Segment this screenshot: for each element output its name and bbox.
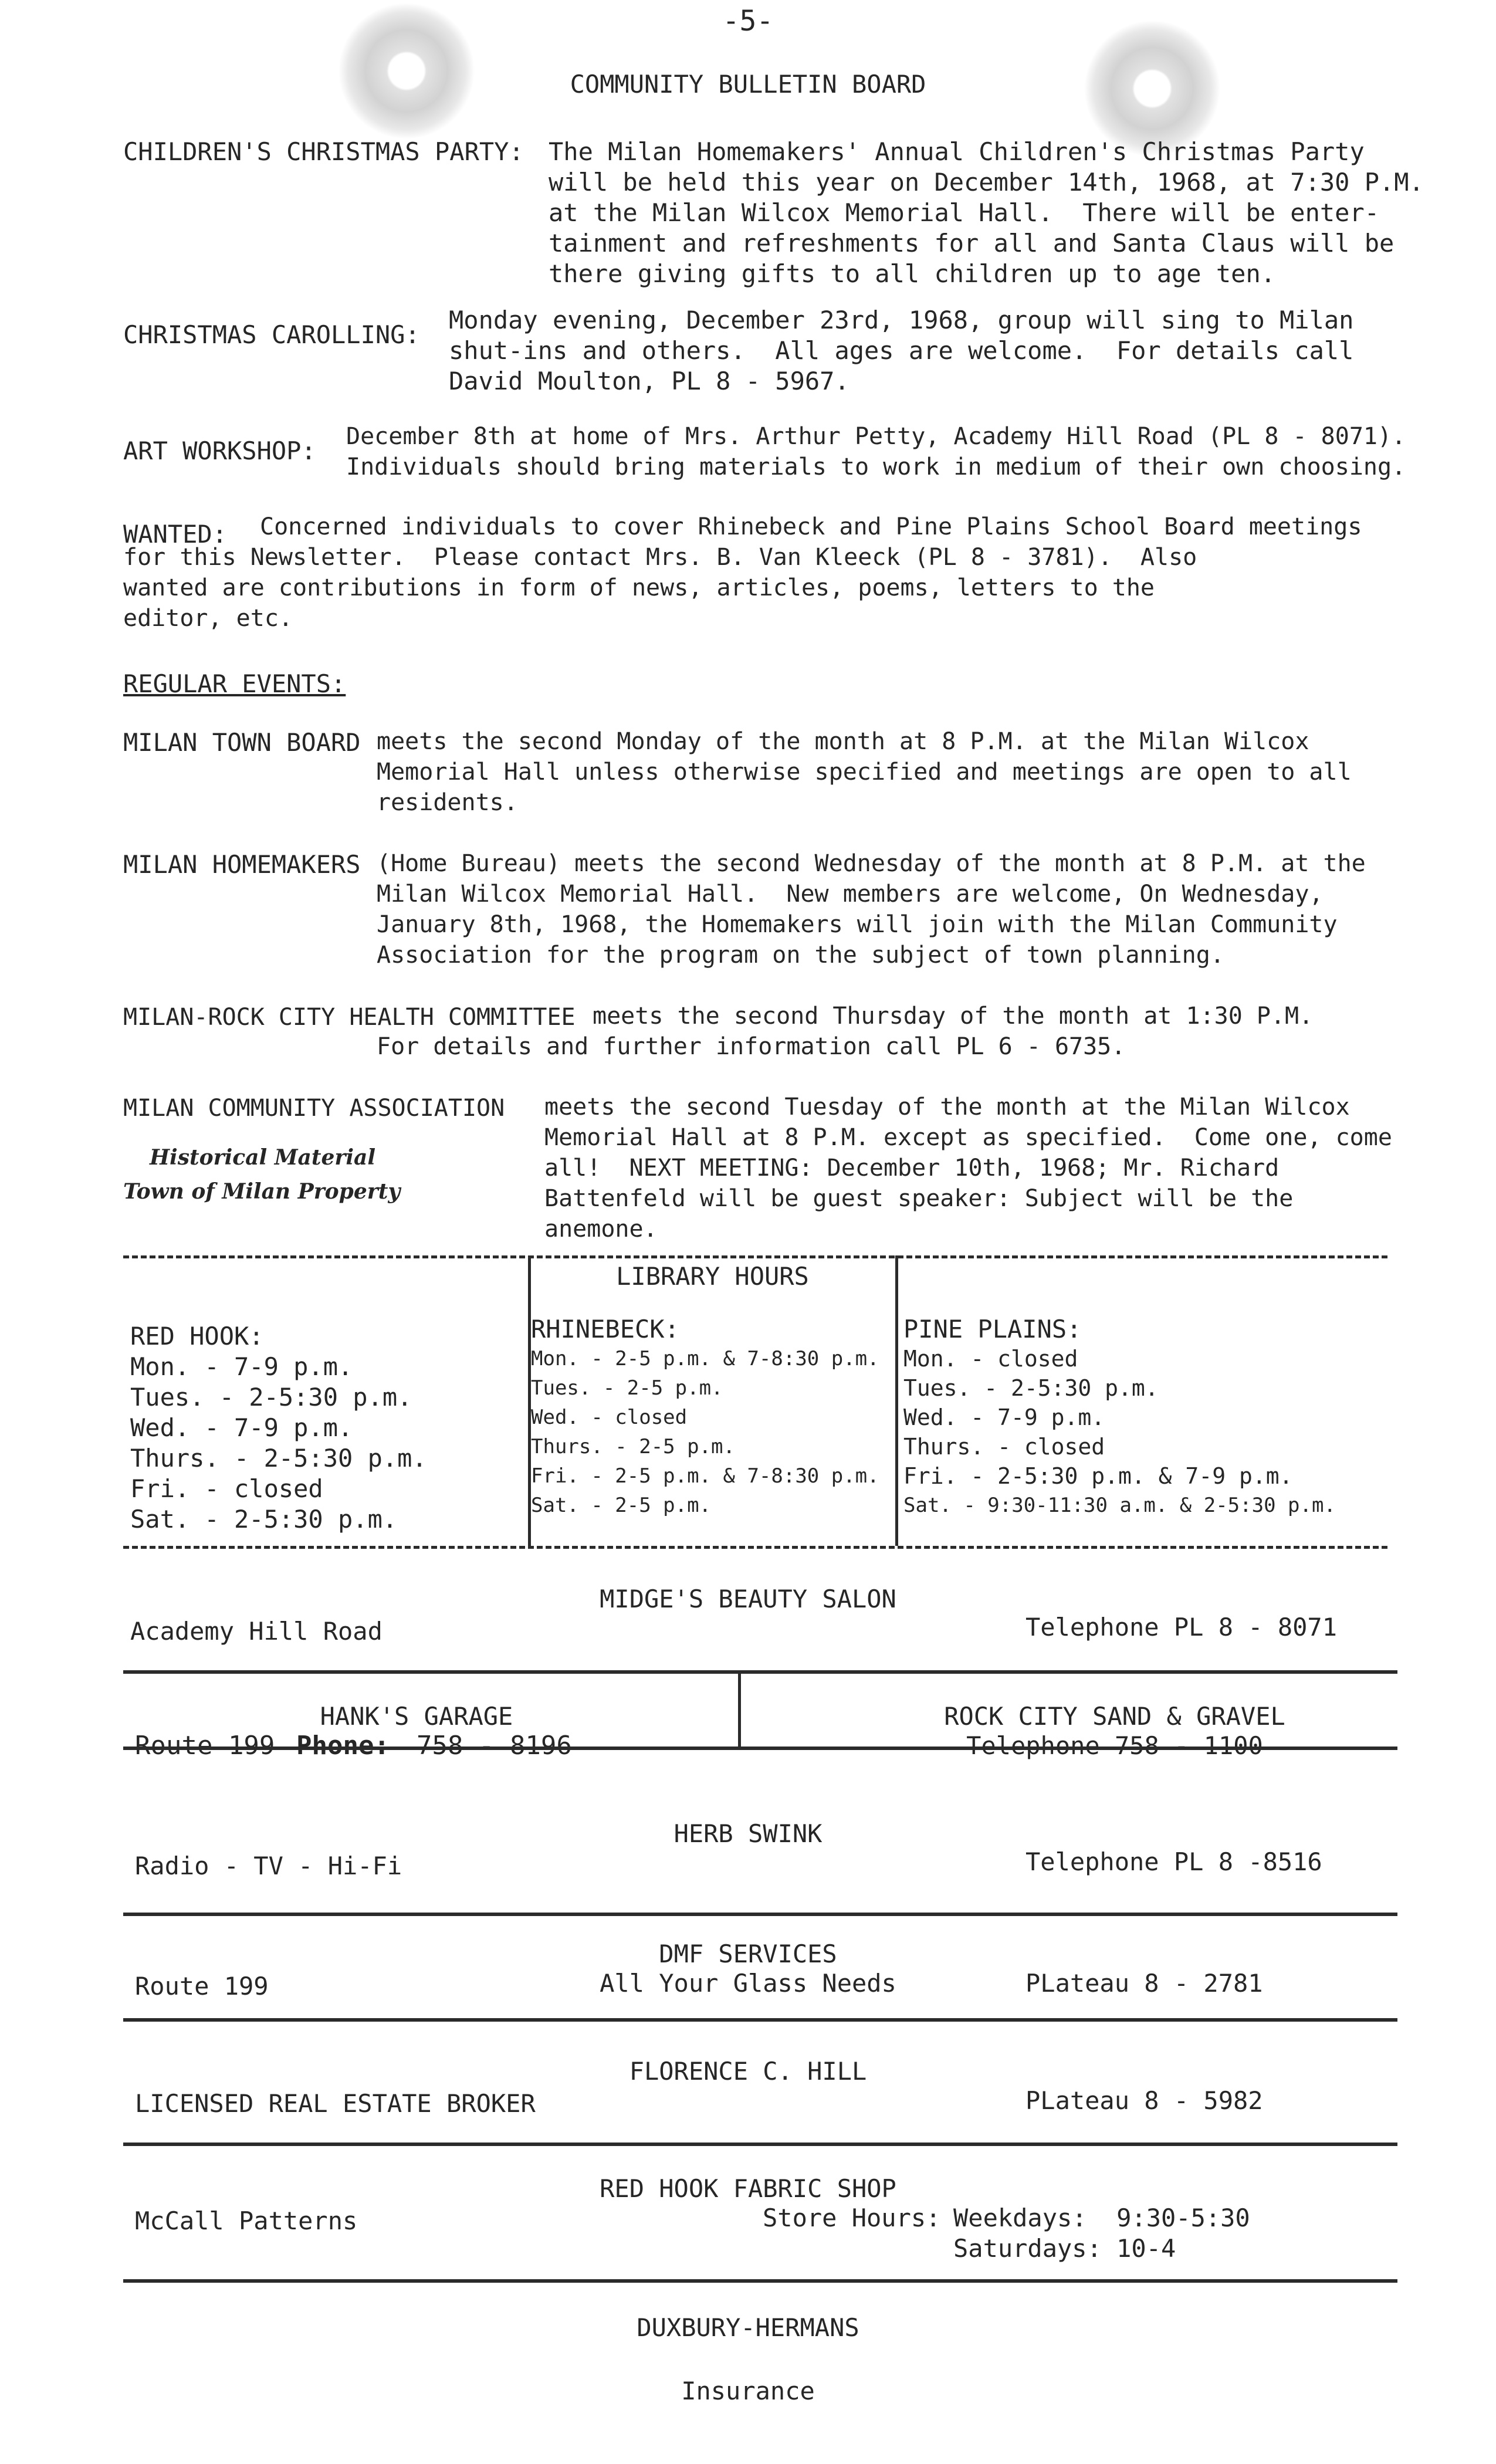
library-column-divider — [895, 1255, 898, 1546]
notice-line: will be held this year on December 14th, 1968, at 7:30 P.M. — [549, 168, 1424, 197]
notice-line: The Milan Homemakers' Annual Children's Christmas Party — [549, 137, 1365, 166]
ad-name: RED HOOK FABRIC SHOP — [600, 2174, 896, 2203]
divider — [123, 2279, 1397, 2283]
library-hours-row: Fri. - 2-5 p.m. & 7-8:30 p.m. — [531, 1464, 879, 1488]
event-label: MILAN-ROCK CITY HEALTH COMMITTEE — [123, 1004, 576, 1031]
event-line: For details and further information call PL 6 - 6735. — [377, 1033, 1126, 1060]
notice-line: at the Milan Wilcox Memorial Hall. There will be enter- — [549, 198, 1380, 227]
stamp-line: Town of Milan Property — [123, 1179, 401, 1204]
library-hours-row: Thurs. - closed — [903, 1434, 1105, 1460]
event-line: Memorial Hall unless otherwise specified and meetings are open to all — [377, 759, 1352, 786]
notice-line: shut-ins and others. All ages are welcome. For details call — [449, 336, 1354, 365]
regular-events-heading: REGULAR EVENTS: — [123, 669, 346, 698]
notice-line: tainment and refreshments for all and Santa Claus will be — [549, 229, 1395, 258]
ad-name: MIDGE'S BEAUTY SALON — [600, 1585, 896, 1613]
notice-line: editor, etc. — [123, 605, 293, 632]
notice-line: Individuals should bring materials to work in medium of their own choosing. — [346, 453, 1406, 480]
library-hours-row: Wed. - 7-9 p.m. — [903, 1404, 1105, 1430]
library-hours-row: Mon. - closed — [903, 1346, 1078, 1372]
library-hours-row: Thurs. - 2-5 p.m. — [531, 1435, 735, 1458]
divider — [123, 1913, 1397, 1916]
event-line: (Home Bureau) meets the second Wednesday of the month at 8 P.M. at the — [377, 850, 1366, 877]
ad-name: HANK'S GARAGE — [320, 1702, 513, 1731]
library-hours-heading: LIBRARY HOURS — [616, 1262, 809, 1291]
ad-phone: PLateau 8 - 5982 — [1025, 2086, 1263, 2115]
notice-line: December 8th at home of Mrs. Arthur Petty, Academy Hill Road (PL 8 - 8071). — [346, 423, 1406, 450]
ad-name: HERB SWINK — [673, 1819, 823, 1848]
divider — [123, 1546, 1387, 1549]
ad-phone: 758 - 8196 — [417, 1731, 572, 1761]
notice-line: wanted are contributions in form of news, articles, poems, letters to the — [123, 574, 1155, 601]
notice-line: for this Newsletter. Please contact Mrs. B. Van Kleeck (PL 8 - 3781). Also — [123, 544, 1197, 571]
event-line: anemone. — [544, 1216, 658, 1243]
library-name: RHINEBECK: — [531, 1315, 679, 1343]
ad-phone: PLateau 8 - 2781 — [1025, 1969, 1263, 1998]
event-line: January 8th, 1968, the Homemakers will join with the Milan Community — [377, 911, 1338, 938]
page-number: -5- — [722, 5, 774, 38]
event-label: MILAN TOWN BOARD — [123, 728, 361, 757]
punch-hole-left — [339, 3, 475, 139]
library-hours-row: Wed. - closed — [531, 1406, 688, 1429]
ad-line: McCall Patterns — [135, 2206, 358, 2235]
divider — [123, 1670, 1397, 1674]
library-hours-row: Sat. - 9:30-11:30 a.m. & 2-5:30 p.m. — [903, 1494, 1336, 1517]
page-title: COMMUNITY BULLETIN BOARD — [570, 70, 926, 99]
ad-phone: Telephone PL 8 -8516 — [1025, 1847, 1322, 1876]
notice-line: Concerned individuals to cover Rhinebeck and Pine Plains School Board meetings — [260, 513, 1362, 540]
notice-label: CHRISTMAS CAROLLING: — [123, 320, 420, 349]
notice-line: Monday evening, December 23rd, 1968, group will sing to Milan — [449, 306, 1354, 334]
ad-divider — [738, 1670, 741, 1747]
library-hours-row: Tues. - 2-5:30 p.m. — [903, 1375, 1159, 1401]
divider — [123, 1255, 1387, 1258]
ad-name: FLORENCE C. HILL — [629, 2057, 867, 2086]
library-hours-row: Mon. - 7-9 p.m. — [130, 1352, 353, 1381]
ad-name: DUXBURY-HERMANS — [637, 2313, 859, 2342]
divider — [123, 2143, 1397, 2146]
ad-hours: Weekdays: 9:30-5:30 — [953, 2204, 1250, 2232]
event-label: MILAN HOMEMAKERS — [123, 850, 361, 879]
library-name: RED HOOK: — [130, 1322, 264, 1351]
ad-tagline: Insurance — [681, 2377, 815, 2405]
library-hours-row: Fri. - closed — [130, 1474, 323, 1503]
ad-line: LICENSED REAL ESTATE BROKER — [135, 2089, 536, 2118]
library-hours-row: Tues. - 2-5 p.m. — [531, 1376, 723, 1400]
library-hours-row: Thurs. - 2-5:30 p.m. — [130, 1444, 427, 1473]
notice-line: there giving gifts to all children up to age ten. — [549, 259, 1276, 288]
library-hours-row: Mon. - 2-5 p.m. & 7-8:30 p.m. — [531, 1347, 879, 1370]
ad-address: Route 199 — [135, 1972, 269, 2001]
library-hours-row: Fri. - 2-5:30 p.m. & 7-9 p.m. — [903, 1463, 1293, 1489]
ad-hours-label: Store Hours: — [763, 2204, 941, 2232]
divider — [123, 2018, 1397, 2022]
event-line: all! NEXT MEETING: December 10th, 1968; Mr. Richard — [544, 1155, 1280, 1182]
ad-phone: Telephone PL 8 - 8071 — [1025, 1613, 1338, 1641]
library-name: PINE PLAINS: — [903, 1315, 1082, 1343]
ad-line: Radio - TV - Hi-Fi — [135, 1852, 402, 1880]
ad-hours: Saturdays: 10-4 — [953, 2234, 1176, 2263]
notice-line: David Moulton, PL 8 - 5967. — [449, 367, 849, 395]
event-line: Milan Wilcox Memorial Hall. New members are welcome, On Wednesday, — [377, 881, 1324, 908]
divider — [123, 1747, 1397, 1750]
notice-label: WANTED: — [123, 520, 228, 549]
stamp-line: Historical Material — [150, 1145, 376, 1170]
ad-address: Route 199 — [135, 1731, 275, 1761]
library-hours-row: Sat. - 2-5 p.m. — [531, 1494, 712, 1517]
ad-name: ROCK CITY SAND & GRAVEL — [944, 1702, 1285, 1731]
event-line: meets the second Thursday of the month at 1:30 P.M. — [593, 1003, 1314, 1030]
event-label: MILAN COMMUNITY ASSOCIATION — [123, 1095, 505, 1122]
library-hours-row: Tues. - 2-5:30 p.m. — [130, 1383, 412, 1412]
ad-name: DMF SERVICES — [659, 1940, 837, 1968]
event-line: residents. — [377, 789, 518, 816]
ad-phone: Telephone 758 - 1100 — [966, 1731, 1263, 1760]
library-hours-row: Sat. - 2-5:30 p.m. — [130, 1505, 398, 1534]
event-line: Association for the program on the subject of town planning. — [377, 942, 1224, 969]
event-line: Battenfeld will be guest speaker: Subject will be the — [544, 1185, 1294, 1212]
ad-phone-label: Phone: — [296, 1731, 390, 1761]
notice-label: ART WORKSHOP: — [123, 436, 316, 465]
event-line: meets the second Monday of the month at 8 P.M. at the Milan Wilcox — [377, 728, 1309, 755]
library-hours-row: Wed. - 7-9 p.m. — [130, 1413, 353, 1442]
ad-address: Academy Hill Road — [130, 1617, 383, 1646]
notice-label: CHILDREN'S CHRISTMAS PARTY: — [123, 137, 524, 166]
ad-tagline: All Your Glass Needs — [600, 1969, 896, 1998]
event-line: meets the second Tuesday of the month at the Milan Wilcox — [544, 1094, 1350, 1121]
event-line: Memorial Hall at 8 P.M. except as specified. Come one, come — [544, 1124, 1392, 1151]
